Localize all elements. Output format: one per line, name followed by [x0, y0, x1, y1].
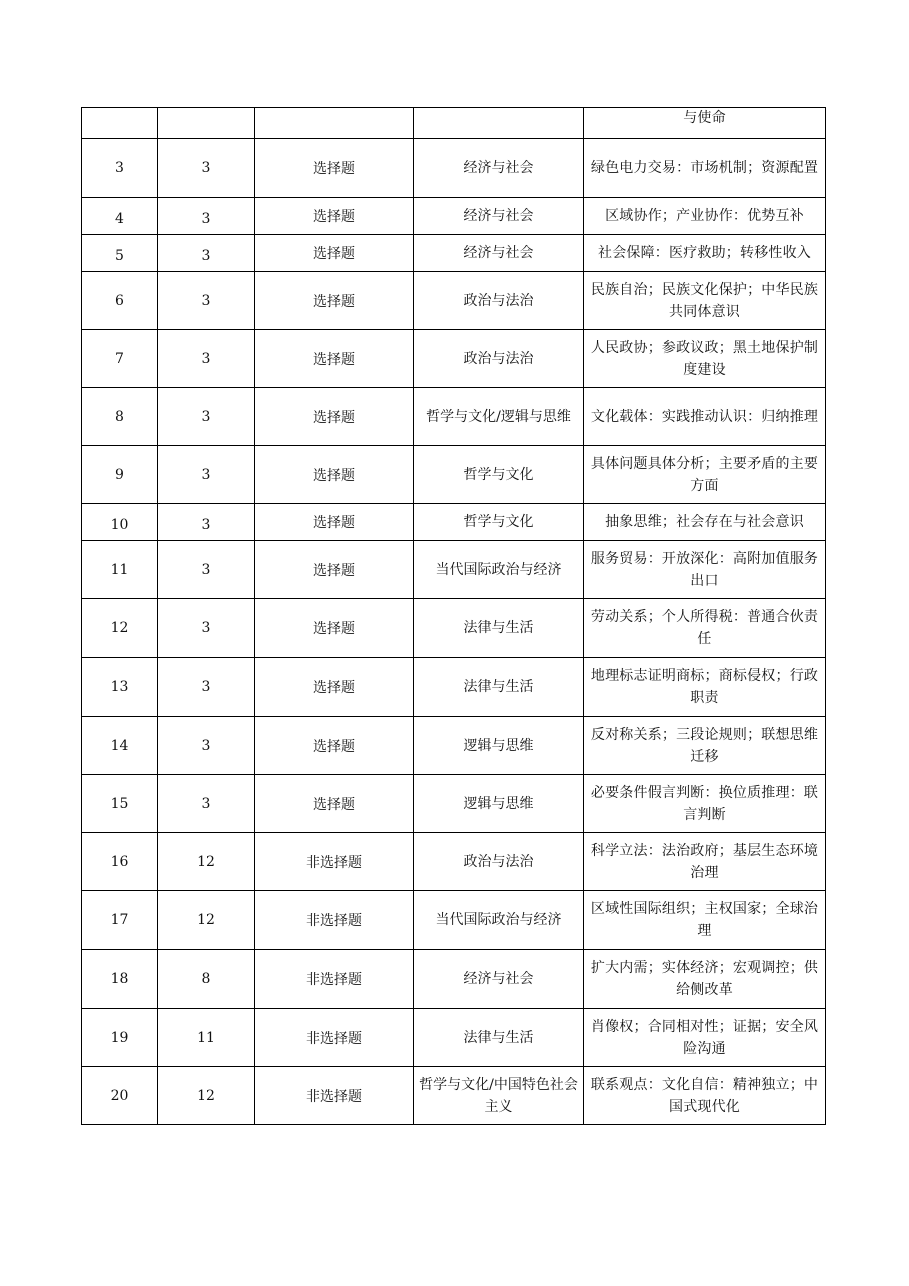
question-number-cell: 3 [82, 139, 158, 198]
module-cell: 法律与生活 [414, 658, 584, 717]
table-row [82, 775, 826, 833]
question-type-cell: 非选择题 [255, 833, 414, 891]
knowledge-points-cell: 地理标志证明商标；商标侵权；行政职责 [584, 658, 826, 717]
module-cell: 法律与生活 [414, 599, 584, 658]
question-type-cell: 选择题 [255, 446, 414, 504]
question-number-cell: 5 [82, 235, 158, 272]
table-row [82, 388, 826, 446]
score-cell: 3 [158, 717, 255, 775]
knowledge-points-cell: 绿色电力交易：市场机制；资源配置 [584, 139, 826, 198]
question-number-cell: 15 [82, 775, 158, 833]
module-cell: 政治与法治 [414, 272, 584, 330]
knowledge-points-cell: 必要条件假言判断：换位质推理：联言判断 [584, 775, 826, 833]
table-row [82, 950, 826, 1009]
question-number-cell: 6 [82, 272, 158, 330]
question-number-cell: 19 [82, 1009, 158, 1067]
question-type-cell: 选择题 [255, 717, 414, 775]
score-cell: 3 [158, 775, 255, 833]
question-number-cell: 7 [82, 330, 158, 388]
knowledge-points-cell: 文化载体：实践推动认识：归纳推理 [584, 388, 826, 446]
score-cell: 12 [158, 833, 255, 891]
table-row [82, 108, 826, 139]
question-type-cell: 选择题 [255, 775, 414, 833]
knowledge-points-cell: 人民政协；参政议政；黑土地保护制度建设 [584, 330, 826, 388]
score-cell: 11 [158, 1009, 255, 1067]
module-cell [414, 108, 584, 139]
table-row [82, 891, 826, 950]
module-cell: 哲学与文化/中国特色社会主义 [414, 1067, 584, 1125]
question-type-cell: 选择题 [255, 658, 414, 717]
question-number-cell: 8 [82, 388, 158, 446]
score-cell: 3 [158, 139, 255, 198]
knowledge-points-cell: 联系观点：文化自信：精神独立；中国式现代化 [584, 1067, 826, 1125]
knowledge-points-cell: 与使命 [584, 108, 826, 139]
module-cell: 逻辑与思维 [414, 775, 584, 833]
table-row [82, 658, 826, 717]
module-cell: 政治与法治 [414, 833, 584, 891]
score-cell: 3 [158, 658, 255, 717]
score-cell: 3 [158, 541, 255, 599]
knowledge-points-cell: 区域协作；产业协作：优势互补 [584, 198, 826, 235]
module-cell: 法律与生活 [414, 1009, 584, 1067]
question-number-cell: 12 [82, 599, 158, 658]
score-cell: 3 [158, 272, 255, 330]
exam-content-table [81, 107, 826, 1125]
knowledge-points-cell: 民族自治；民族文化保护；中华民族共同体意识 [584, 272, 826, 330]
question-type-cell: 选择题 [255, 198, 414, 235]
question-type-cell: 选择题 [255, 388, 414, 446]
score-cell [158, 108, 255, 139]
question-type-cell: 非选择题 [255, 891, 414, 950]
knowledge-points-cell: 劳动关系；个人所得税：普通合伙责任 [584, 599, 826, 658]
module-cell: 当代国际政治与经济 [414, 541, 584, 599]
question-type-cell: 选择题 [255, 599, 414, 658]
module-cell: 经济与社会 [414, 198, 584, 235]
knowledge-points-cell: 科学立法：法治政府；基层生态环境治理 [584, 833, 826, 891]
table-row [82, 139, 826, 198]
question-type-cell: 选择题 [255, 330, 414, 388]
knowledge-points-cell: 具体问题具体分析；主要矛盾的主要方面 [584, 446, 826, 504]
module-cell: 经济与社会 [414, 235, 584, 272]
question-number-cell: 11 [82, 541, 158, 599]
question-number-cell: 4 [82, 198, 158, 235]
table-row [82, 599, 826, 658]
score-cell: 3 [158, 504, 255, 541]
module-cell: 经济与社会 [414, 139, 584, 198]
table-row [82, 235, 826, 272]
question-number-cell: 18 [82, 950, 158, 1009]
question-number-cell: 20 [82, 1067, 158, 1125]
table-row [82, 272, 826, 330]
score-cell: 12 [158, 1067, 255, 1125]
knowledge-points-cell: 反对称关系；三段论规则；联想思维迁移 [584, 717, 826, 775]
question-type-cell [255, 108, 414, 139]
module-cell: 逻辑与思维 [414, 717, 584, 775]
question-number-cell: 13 [82, 658, 158, 717]
question-type-cell: 选择题 [255, 235, 414, 272]
table-row [82, 1067, 826, 1125]
table-row [82, 1009, 826, 1067]
module-cell: 政治与法治 [414, 330, 584, 388]
question-type-cell: 非选择题 [255, 950, 414, 1009]
knowledge-points-cell: 抽象思维；社会存在与社会意识 [584, 504, 826, 541]
question-type-cell: 选择题 [255, 541, 414, 599]
module-cell: 哲学与文化 [414, 504, 584, 541]
question-type-cell: 选择题 [255, 272, 414, 330]
score-cell: 3 [158, 235, 255, 272]
table-row [82, 446, 826, 504]
knowledge-points-cell: 社会保障：医疗救助；转移性收入 [584, 235, 826, 272]
score-cell: 3 [158, 330, 255, 388]
table-row [82, 717, 826, 775]
table-row [82, 330, 826, 388]
question-number-cell: 16 [82, 833, 158, 891]
module-cell: 当代国际政治与经济 [414, 891, 584, 950]
question-type-cell: 选择题 [255, 504, 414, 541]
score-cell: 3 [158, 198, 255, 235]
question-number-cell: 9 [82, 446, 158, 504]
table-row [82, 504, 826, 541]
knowledge-points-cell: 肖像权；合同相对性；证据；安全风险沟通 [584, 1009, 826, 1067]
question-number-cell: 10 [82, 504, 158, 541]
score-cell: 3 [158, 446, 255, 504]
score-cell: 12 [158, 891, 255, 950]
question-number-cell: 14 [82, 717, 158, 775]
question-number-cell [82, 108, 158, 139]
question-type-cell: 选择题 [255, 139, 414, 198]
score-cell: 3 [158, 388, 255, 446]
knowledge-points-cell: 区域性国际组织；主权国家；全球治理 [584, 891, 826, 950]
module-cell: 哲学与文化 [414, 446, 584, 504]
question-number-cell: 17 [82, 891, 158, 950]
knowledge-points-cell: 扩大内需；实体经济；宏观调控；供给侧改革 [584, 950, 826, 1009]
question-type-cell: 非选择题 [255, 1067, 414, 1125]
knowledge-points-cell: 服务贸易：开放深化：高附加值服务出口 [584, 541, 826, 599]
table-row [82, 541, 826, 599]
table-row [82, 198, 826, 235]
score-cell: 8 [158, 950, 255, 1009]
question-type-cell: 非选择题 [255, 1009, 414, 1067]
table-row [82, 833, 826, 891]
score-cell: 3 [158, 599, 255, 658]
module-cell: 经济与社会 [414, 950, 584, 1009]
module-cell: 哲学与文化/逻辑与思维 [414, 388, 584, 446]
